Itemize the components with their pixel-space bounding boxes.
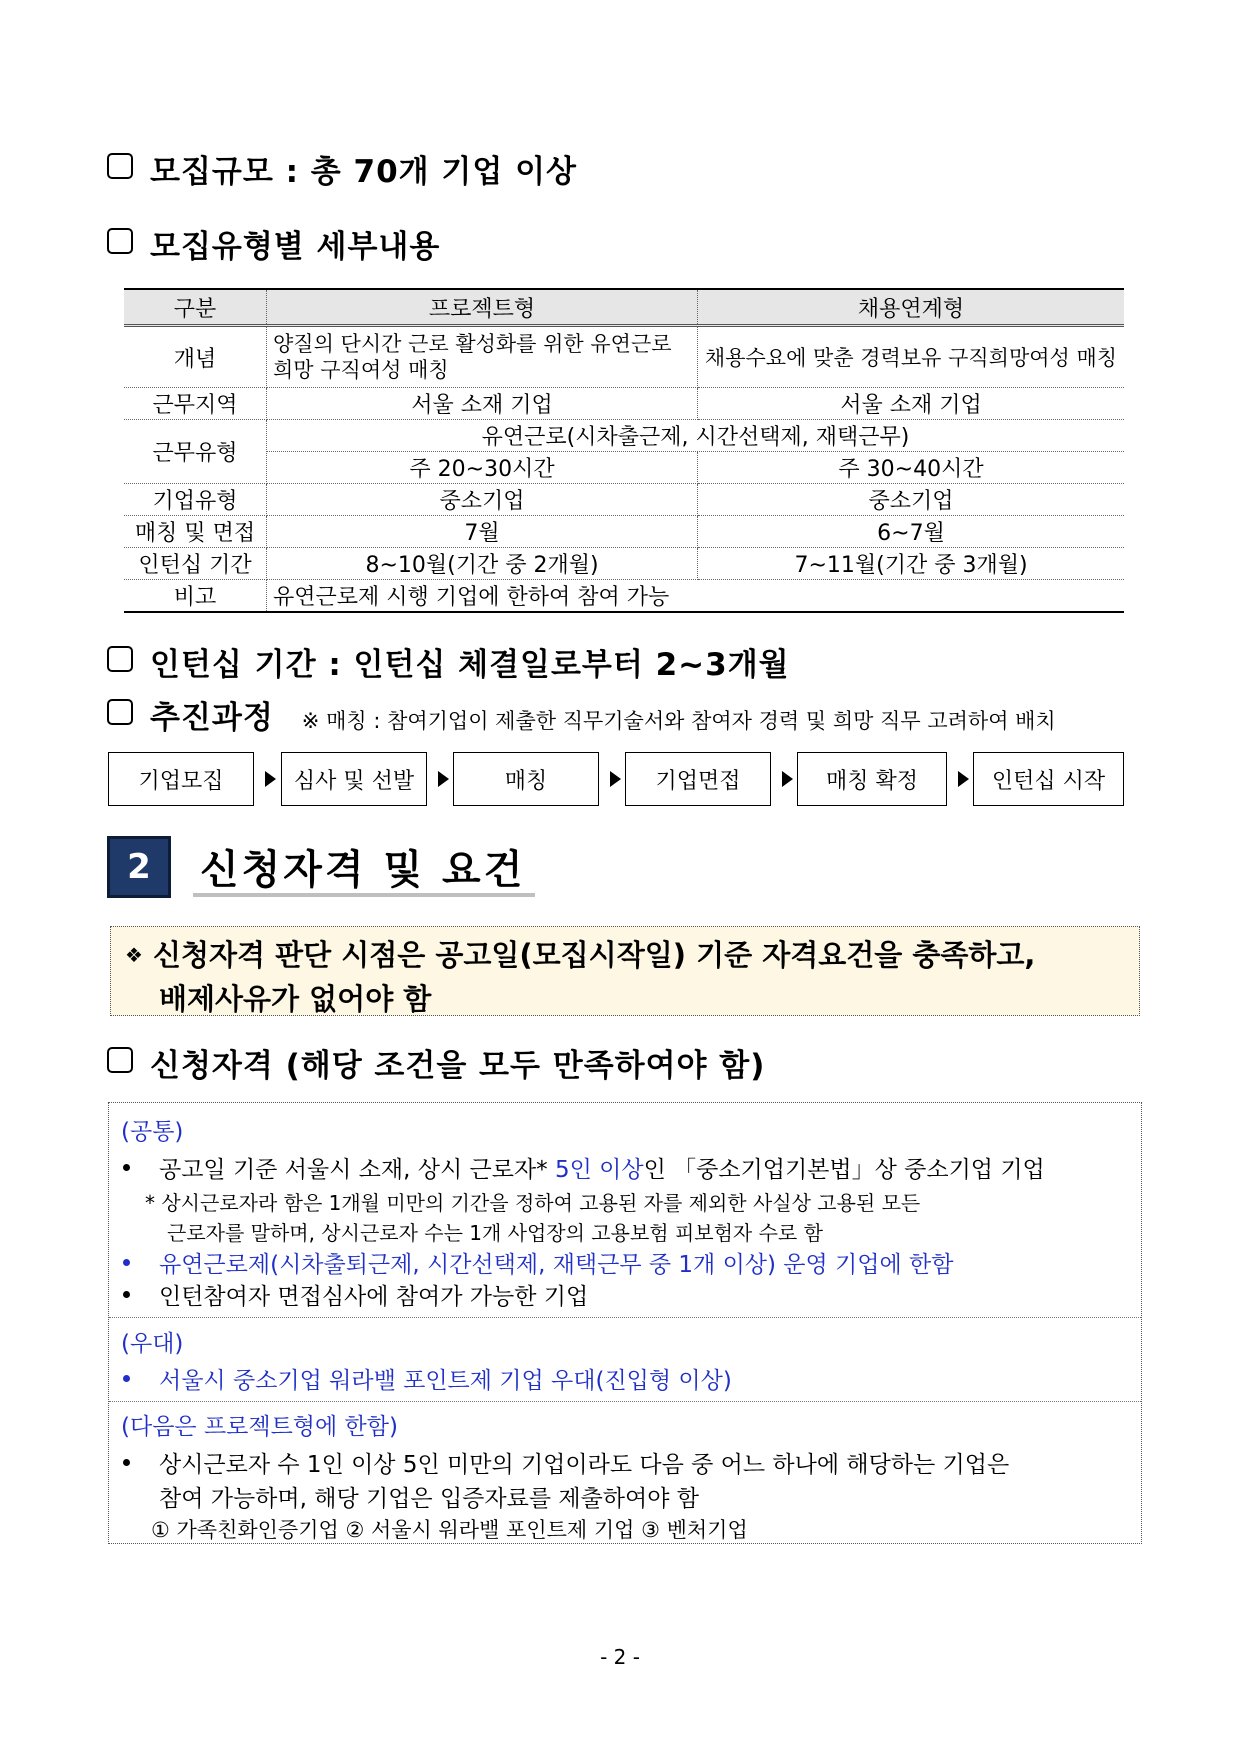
notice-line-2: 배제사유가 없어야 함 [159,982,432,1016]
process-step: 매칭 확정 [797,752,947,806]
bullet-icon [123,1164,130,1171]
qualification-box [108,1102,1142,1544]
footnote: * 상시근로자라 함은 1개월 미만의 기간을 정하여 고용된 자를 제외한 사실상 고용된 모든 [145,1191,921,1215]
list-item: 유연근로제(시차출퇴근제, 시간선택제, 재택근무 중 1개 이상) 운영 기업에 한함 [159,1252,954,1278]
pref-title: (우대) [121,1331,184,1357]
bullet-icon [123,1291,130,1298]
table-cell: 7~11월(기간 중 3개월) [698,548,1125,580]
table-cell: 유연근로(시차출근제, 시간선택제, 재택근무) [267,420,1125,452]
table-row [124,484,1124,516]
notice-text: 신청자격 판단 시점은 공고일(모집시작일) 기준 자격요건을 충족하고, [152,938,1036,972]
table-cell: 개념 [124,326,267,388]
table-row [124,388,1124,420]
table-cell: 채용수요에 맞춘 경력보유 구직희망여성 매칭 [698,326,1125,388]
table-row [124,580,1124,613]
table-cell: 주 20~30시간 [267,452,698,484]
list-item-text: 공고일 기준 서울시 소재, 상시 근로자* [159,1157,555,1183]
section-underline [193,893,535,897]
arrow-right-icon [782,771,793,787]
table-header-row [124,289,1124,326]
table-row [124,548,1124,580]
arrow-right-icon [610,771,621,787]
arrow-right-icon [958,771,969,787]
checkbox-icon [107,228,133,254]
table-cell: 유연근로제 시행 기업에 한하여 참여 가능 [267,580,1125,613]
list-item [159,1151,1045,1184]
diamond-bullet-icon: ❖ [125,943,143,967]
divider [109,1401,1141,1402]
arrow-right-icon [265,771,276,787]
heading-recruit-scale: 모집규모 : 총 70개 기업 이상 [150,154,577,190]
table-cell: 중소기업 [267,484,698,516]
table-cell: 서울 소재 기업 [267,388,698,420]
process-step: 심사 및 선발 [281,752,427,806]
list-item-text: 인 「중소기업기본법」상 중소기업 기업 [643,1157,1045,1183]
section-title: 신청자격 및 요건 [200,847,526,893]
heading-process [150,692,1056,737]
heading-intern-period: 인턴십 기간 : 인턴십 체결일로부터 2~3개월 [150,647,790,683]
table-cell: 매칭 및 면접 [124,516,267,548]
checkbox-icon [107,153,133,179]
process-step: 인턴십 시작 [973,752,1124,806]
list-item: 인턴참여자 면접심사에 참여가 가능한 기업 [159,1284,589,1310]
table-cell: 근무지역 [124,388,267,420]
list-item-highlight: 5인 이상 [554,1157,644,1183]
arrow-right-icon [438,771,449,787]
table-header: 프로젝트형 [267,289,698,326]
list-item-options: ① 가족친화인증기업 ② 서울시 워라밸 포인트제 기업 ③ 벤처기업 [151,1518,748,1542]
table-cell: 서울 소재 기업 [698,388,1125,420]
process-step: 기업모집 [108,752,254,806]
table-row [124,326,1124,388]
bullet-icon [123,1459,130,1466]
heading-recruit-detail: 모집유형별 세부내용 [150,229,441,265]
project-title: (다음은 프로젝트형에 한함) [121,1414,398,1440]
table-cell: 인턴십 기간 [124,548,267,580]
table-row [124,420,1124,452]
table-header: 채용연계형 [698,289,1125,326]
common-title: (공통) [121,1119,184,1145]
table-cell: 중소기업 [698,484,1125,516]
bullet-icon [123,1375,130,1382]
list-item: 상시근로자 수 1인 이상 5인 미만의 기업이라도 다음 중 어느 하나에 해당하는 기업은 [159,1452,1010,1478]
table-cell: 근무유형 [124,420,267,484]
table-cell: 6~7월 [698,516,1125,548]
table-cell: 양질의 단시간 근로 활성화를 위한 유연근로 희망 구직여성 매칭 [267,326,698,388]
process-step: 매칭 [453,752,599,806]
table-cell: 비고 [124,580,267,613]
table-row [124,516,1124,548]
list-item-continued: 참여 가능하며, 해당 기업은 입증자료를 제출하여야 함 [159,1486,699,1512]
table-row [124,452,1124,484]
heading-qualification: 신청자격 (해당 조건을 모두 만족하여야 함) [150,1048,766,1084]
list-item: 서울시 중소기업 워라밸 포인트제 기업 우대(진입형 이상) [159,1368,732,1394]
process-step: 기업면접 [625,752,771,806]
divider [109,1317,1141,1318]
process-note: ※ 매칭 : 참여기업이 제출한 직무기술서와 참여자 경력 및 희망 직무 고려하여 배치 [301,709,1056,733]
checkbox-icon [107,1047,133,1073]
table-cell: 기업유형 [124,484,267,516]
notice-line-1 [125,933,1035,974]
recruit-type-table [124,288,1124,613]
table-cell: 7월 [267,516,698,548]
page-number: - 2 - [600,1645,640,1669]
table-cell: 주 30~40시간 [698,452,1125,484]
footnote: 근로자를 말하며, 상시근로자 수는 1개 사업장의 고용보험 피보험자 수로 함 [167,1221,823,1245]
checkbox-icon [107,699,133,725]
notice-box [110,926,1140,1016]
bullet-icon [123,1259,130,1266]
process-title: 추진과정 [150,700,274,736]
table-cell: 8~10월(기간 중 2개월) [267,548,698,580]
checkbox-icon [107,646,133,672]
table-header: 구분 [124,289,267,326]
section-number: 2 [107,836,171,898]
